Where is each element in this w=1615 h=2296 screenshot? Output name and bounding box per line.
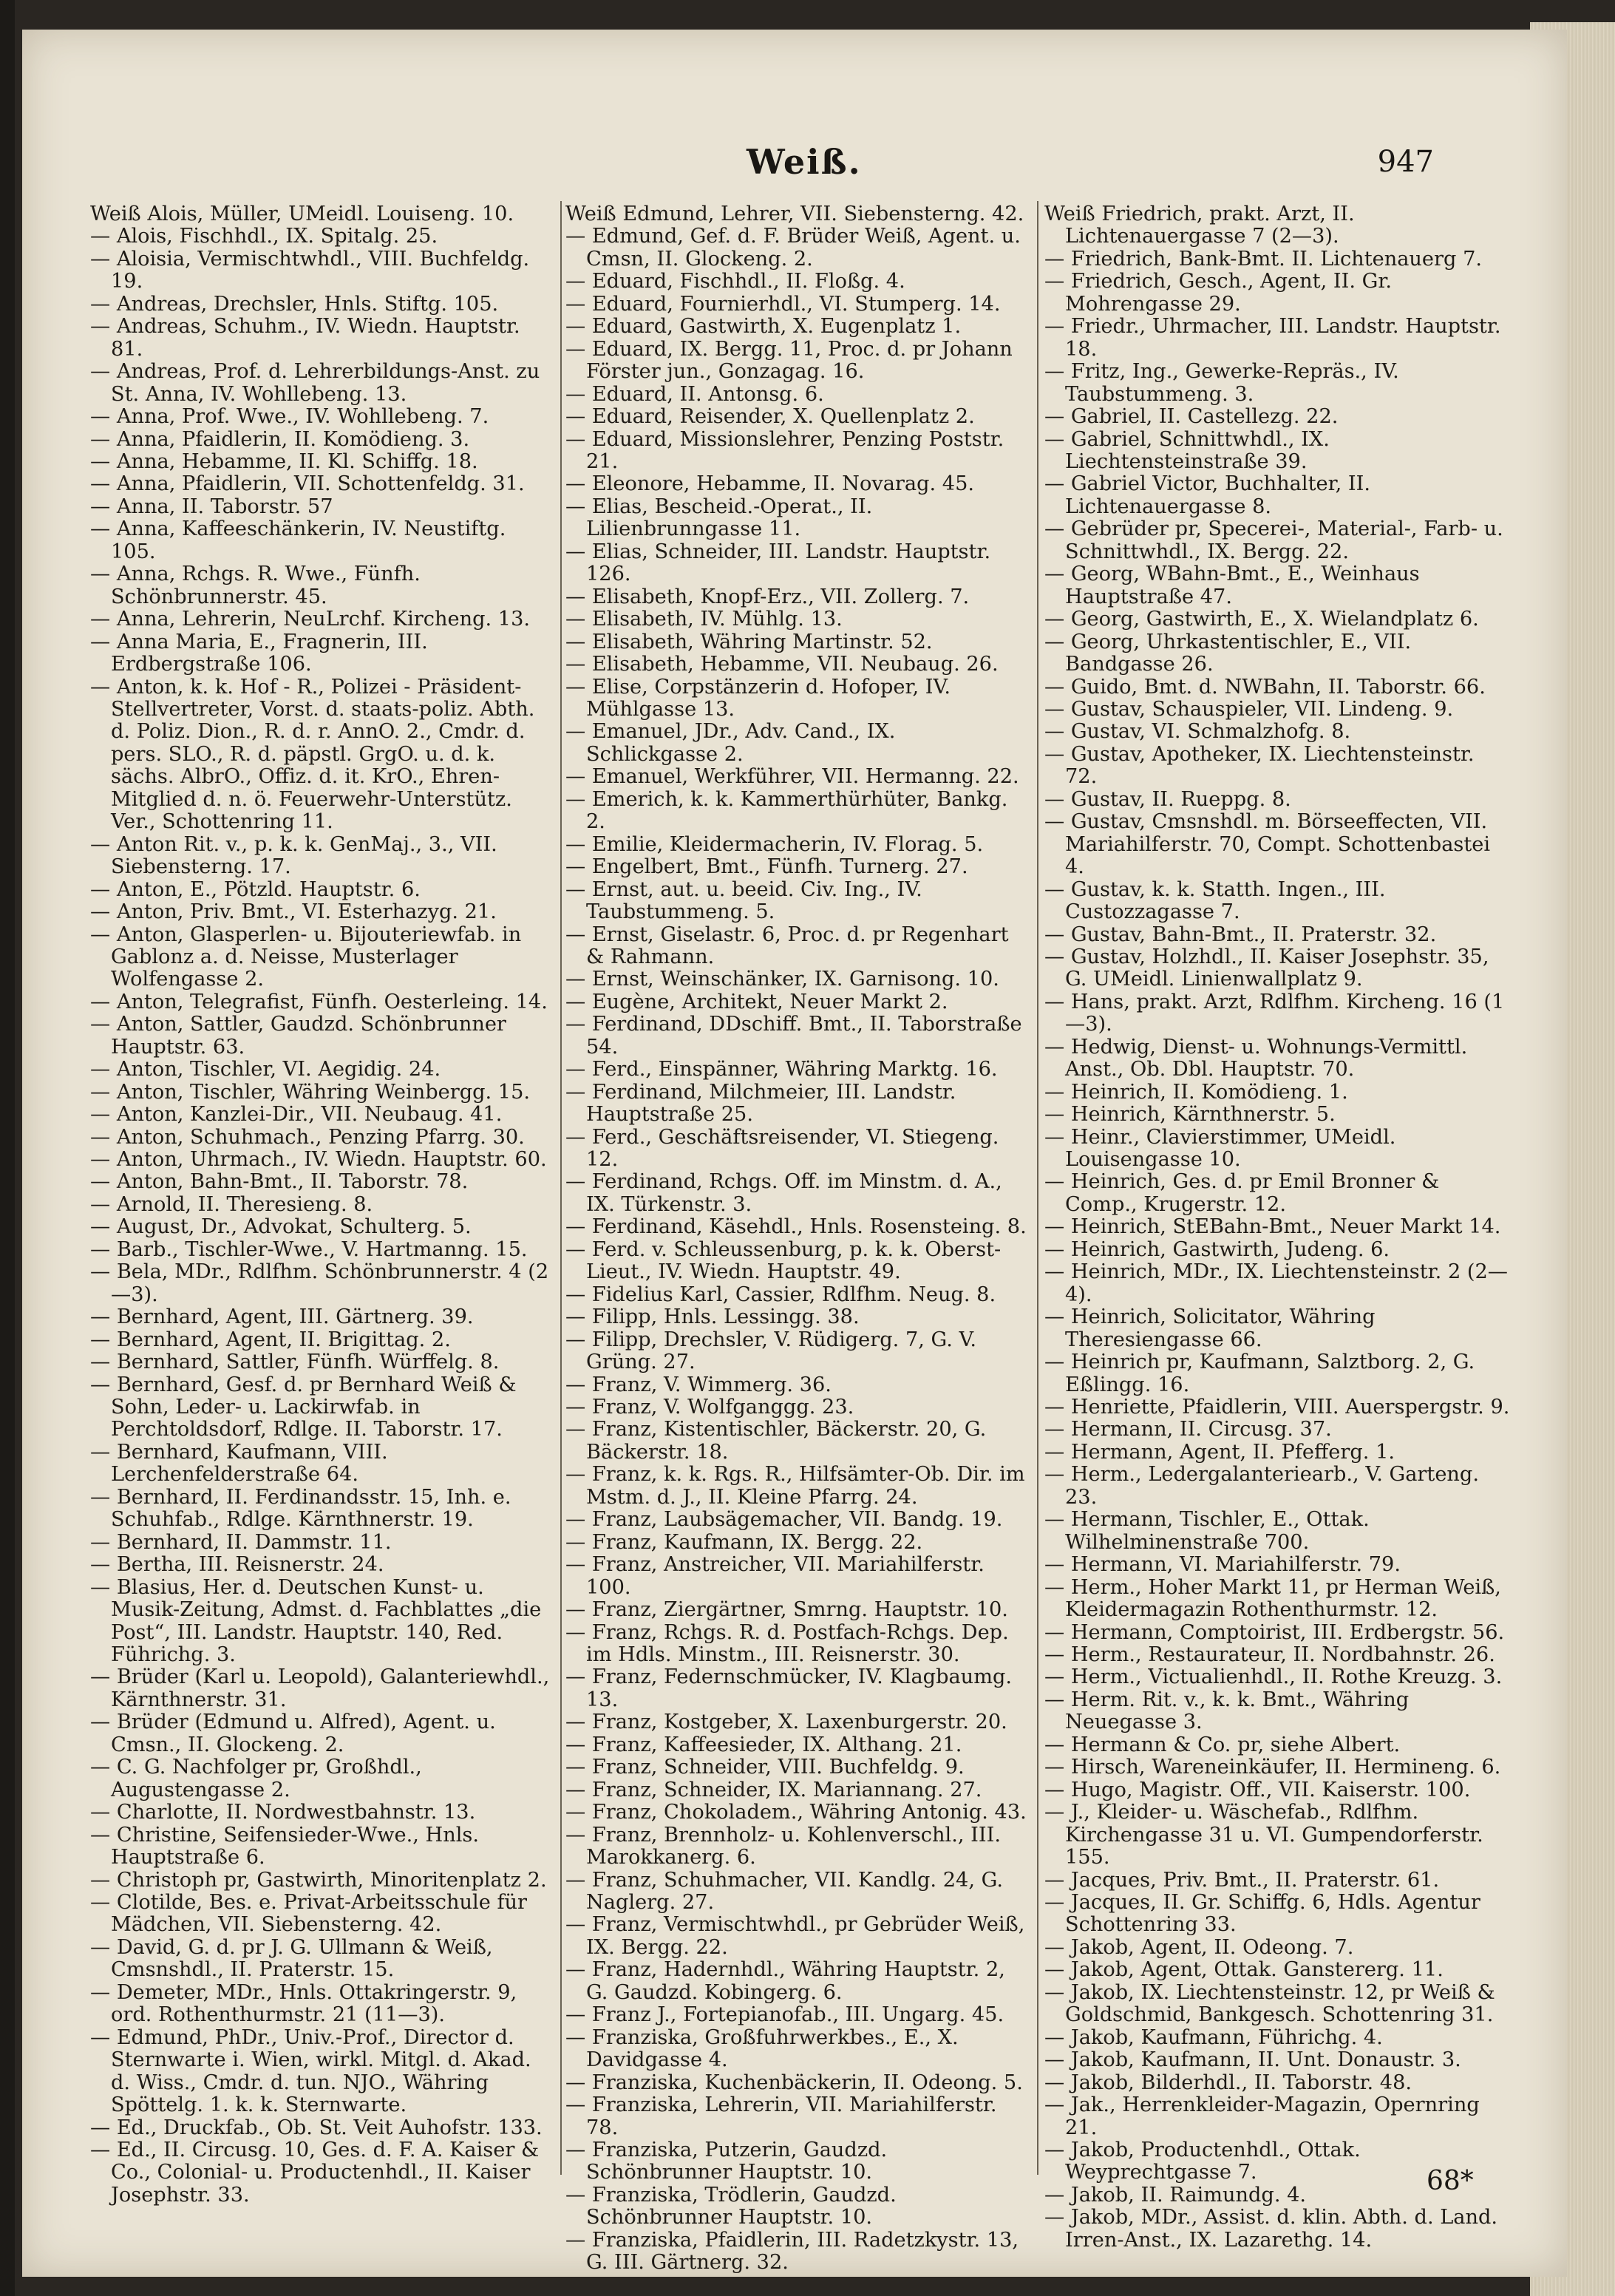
directory-entry: — Eugène, Architekt, Neuer Markt 2. [565, 990, 948, 1013]
directory-entry: — Franz, Kostgeber, X. Laxenburgerstr. 20. [565, 1711, 1007, 1734]
directory-entry: — Friedr., Uhrmacher, III. Landstr. Hauptstr. 18. [1044, 315, 1501, 361]
directory-entry: — Herm. Rit. v., k. k. Bmt., Währing Neuegasse 3. [1044, 1688, 1410, 1734]
directory-entry: — Elias, Bescheid.-Operat., II. Lilienbrunngasse 11. [565, 495, 873, 541]
directory-entry: — Heinrich, StEBahn-Bmt., Neuer Markt 14. [1044, 1215, 1501, 1239]
directory-entry: — Jakob, Productenhdl., Ottak. Weyprechtgasse 7. [1044, 2138, 1361, 2184]
directory-entry: — Gebrüder pr, Specerei-, Material-, Farb- u. Schnittwhdl., IX. Bergg. 22. [1044, 517, 1503, 563]
directory-entry: — Gabriel, II. Castellezg. 22. [1044, 405, 1339, 429]
directory-entry: — Hugo, Magistr. Off., VII. Kaiserstr. 100. [1044, 1778, 1471, 1801]
directory-entry: — J., Kleider- u. Wäschefab., Rdlfhm. Kirchengasse 31 u. VI. Gumpendorferstr. 155. [1044, 1801, 1483, 1869]
directory-entry: — Anna, Pfaidlerin, VII. Schottenfeldg. 31. [90, 472, 525, 496]
directory-entry: — Anton, Sattler, Gaudzd. Schönbrunner Hauptstr. 63. [90, 1013, 506, 1059]
directory-entry: — Heinrich, Gastwirth, Judeng. 6. [1044, 1237, 1390, 1261]
directory-entry: — Brüder (Karl u. Leopold), Galanteriewhdl., Kärnthnerstr. 31. [90, 1665, 550, 1711]
directory-entry: — Franz, Federnschmücker, IV. Klagbaumg. 13. [565, 1665, 1013, 1711]
directory-entry: — Jakob, MDr., Assist. d. klin. Abth. d. Land. Irren-Anst., IX. Lazarethg. 14. [1044, 2206, 1498, 2252]
directory-entry: — Herm., Restaurateur, II. Nordbahnstr. 26. [1044, 1643, 1495, 1666]
directory-entry: — Ferd., Geschäftsreisender, VI. Stiegeng. 12. [565, 1125, 999, 1172]
directory-entry: — Elisabeth, Währing Martinstr. 52. [565, 630, 933, 653]
directory-entry: — Jakob, IX. Liechtensteinstr. 12, pr Weiß & Goldschmid, Bankgesch. Schottenring 31. [1044, 1980, 1495, 2027]
directory-entry: — Jacques, II. Gr. Schiffg. 6, Hdls. Agentur Schottenring 33. [1044, 1890, 1480, 1937]
directory-entry: — Bernhard, Agent, II. Brigittag. 2. [90, 1328, 451, 1351]
directory-entry: — C. G. Nachfolger pr, Großhdl., Augustengasse 2. [90, 1756, 422, 1801]
directory-entry: — Jakob, Agent, II. Odeong. 7. [1044, 1935, 1354, 1959]
directory-entry: — Hermann, Tischler, E., Ottak. Wilhelminenstraße 700. [1044, 1508, 1370, 1554]
directory-entry: — Franziska, Lehrerin, VII. Mariahilferstr. 78. [565, 2093, 997, 2139]
directory-entry: — Anna, Prof. Wwe., IV. Wohllebeng. 7. [90, 405, 489, 429]
directory-entry: — Bernhard, II. Ferdinandsstr. 15, Inh. e. Schuhfab., Rdlge. Kärnthnerstr. 19. [90, 1485, 511, 1532]
directory-entry: — Anton, Priv. Bmt., VI. Esterhazyg. 21. [90, 900, 497, 924]
directory-entry: — Demeter, MDr., Hnls. Ottakringerstr. 9, ord. Rothenthurmstr. 21 (11—3). [90, 1980, 517, 2027]
directory-entry: — Arnold, II. Theresieng. 8. [90, 1192, 373, 1216]
directory-entry: — Anton, Tischler, Währing Weinbergg. 15. [90, 1080, 531, 1104]
directory-entry: — Hans, prakt. Arzt, Rdlfhm. Kircheng. 16 (1—3). [1044, 990, 1505, 1036]
directory-entry: — Edmund, Gef. d. F. Brüder Weiß, Agent. u. Cmsn, II. Glockeng. 2. [565, 225, 1021, 271]
directory-entry: — Filipp, Drechsler, V. Rüdigerg. 7, G. V. Grüng. 27. [565, 1328, 977, 1374]
directory-entry: — Anton, Bahn-Bmt., II. Taborstr. 78. [90, 1170, 469, 1194]
directory-entry: — Fidelius Karl, Cassier, Rdlfhm. Neug. 8. [565, 1283, 996, 1306]
directory-entry: — Franz J., Fortepianofab., III. Ungarg. 45. [565, 2003, 1004, 2027]
directory-entry: — August, Dr., Advokat, Schulterg. 5. [90, 1215, 472, 1239]
directory-entry: — Brüder (Edmund u. Alfred), Agent. u. Cmsn., II. Glockeng. 2. [90, 1711, 496, 1756]
directory-entry: — Anna, Pfaidlerin, II. Komödieng. 3. [90, 427, 470, 451]
directory-entry: — Jakob, Agent, Ottak. Ganstererg. 11. [1044, 1958, 1444, 1982]
directory-entry: — Jacques, Priv. Bmt., II. Praterstr. 61. [1044, 1868, 1440, 1892]
directory-entry: — Ernst, Giselastr. 6, Proc. d. pr Regenhart & Rahmann. [565, 923, 1009, 968]
directory-entry: — Anton, Glasperlen- u. Bijouteriewfab. in Gablonz a. d. Neisse, Musterlager Wolfengasse 2. [90, 923, 522, 991]
directory-entry: — Herm., Hoher Markt 11, pr Herman Weiß, Kleidermagazin Rothenthurmstr. 12. [1044, 1575, 1501, 1622]
directory-entry: — Elias, Schneider, III. Landstr. Hauptstr. 126. [565, 540, 991, 586]
directory-entry: — Emerich, k. k. Kammerthürhüter, Bankg. 2. [565, 787, 1008, 834]
directory-entry: — Christoph pr, Gastwirth, Minoritenplatz 2. [90, 1868, 547, 1892]
directory-entry: — Elisabeth, IV. Mühlg. 13. [565, 608, 843, 631]
directory-entry: — Anton Rit. v., p. k. k. GenMaj., 3., VII. Siebensterng. 17. [90, 832, 497, 879]
directory-entry: — Eduard, Gastwirth, X. Eugenplatz 1. [565, 315, 962, 339]
directory-entry: — Heinrich, II. Komödieng. 1. [1044, 1080, 1348, 1104]
directory-entry: — Ernst, Weinschänker, IX. Garnisong. 10. [565, 968, 999, 991]
directory-entry: — Gustav, k. k. Statth. Ingen., III. Custozzagasse 7. [1044, 877, 1386, 924]
directory-entry: — Franz, V. Wimmerg. 36. [565, 1373, 832, 1396]
directory-entry: — Franz, Schneider, VIII. Buchfeldg. 9. [565, 1756, 965, 1779]
directory-entry: — Franz, Vermischtwhdl., pr Gebrüder Weiß, IX. Bergg. 22. [565, 1913, 1025, 1959]
signature-mark: 68* [1427, 2166, 1474, 2196]
directory-entry: — Heinrich, Solicitator, Währing Theresiengasse 66. [1044, 1305, 1376, 1351]
directory-entry: — Bertha, III. Reisnerstr. 24. [90, 1553, 384, 1577]
directory-entry: — Franz, Ziergärtner, Smrng. Hauptstr. 10. [565, 1598, 1008, 1622]
directory-entry: — Anna, Hebamme, II. Kl. Schiffg. 18. [90, 449, 478, 473]
directory-entry: — Franz, Kistentischler, Bäckerstr. 20, G. Bäckerstr. 18. [565, 1418, 987, 1464]
directory-entry: — Bernhard, Sattler, Fünfh. Würffelg. 8. [90, 1351, 500, 1374]
directory-entry: — Gustav, VI. Schmalzhofg. 8. [1044, 720, 1351, 744]
directory-entry: — Friedrich, Gesch., Agent, II. Gr. Mohrengasse 29. [1044, 270, 1392, 316]
directory-entry: — Anton, Kanzlei-Dir., VII. Neubaug. 41. [90, 1103, 503, 1127]
directory-entry: — Hermann, VI. Mariahilferstr. 79. [1044, 1553, 1401, 1577]
directory-entry: Weiß Alois, Müller, UMeidl. Louiseng. 10. [90, 203, 514, 225]
directory-entry: — Franz, Brennholz- u. Kohlenverschl., III. Marokkanerg. 6. [565, 1823, 1001, 1869]
directory-entry: — Anton, k. k. Hof - R., Polizei - Präsident-Stellvertreter, Vorst. d. staats-poliz. Abth. d. Poliz. Dion., R. d. r. AnnO. 2., Cmdr. d. pers. SLO., R. d. päpstl. GrgO. u. d. k. sächs. AlbrO., Offiz. d. it. KrO., Ehren-Mitglied d. n. ö. Feuerwehr-Unterstütz. Ver., Schottenring 11. [90, 675, 535, 834]
directory-page [22, 30, 1567, 2277]
directory-entry: — Franz, Schneider, IX. Mariannang. 27. [565, 1778, 982, 1801]
directory-entry: — Jakob, Bilderhdl., II. Taborstr. 48. [1044, 2071, 1412, 2094]
directory-entry: — Clotilde, Bes. e. Privat-Arbeitsschule für Mädchen, VII. Siebensterng. 42. [90, 1890, 528, 1937]
directory-entry: — Herm., Ledergalanteriearb., V. Garteng. 23. [1044, 1463, 1479, 1509]
directory-entry: — Hedwig, Dienst- u. Wohnungs-Vermittl. Anst., Ob. Dbl. Hauptstr. 70. [1044, 1035, 1468, 1081]
directory-entry: — Georg, WBahn-Bmt., E., Weinhaus Hauptstraße 47. [1044, 563, 1420, 608]
directory-entry: — Anna, Kaffeeschänkerin, IV. Neustiftg. 105. [90, 517, 506, 563]
directory-entry: — Heinrich pr, Kaufmann, Salztborg. 2, G. Eßlingg. 16. [1044, 1351, 1475, 1396]
directory-entry: — Franz, Kaufmann, IX. Bergg. 22. [565, 1530, 923, 1554]
directory-entry: — Aloisia, Vermischtwhdl., VIII. Buchfeldg. 19. [90, 247, 530, 293]
directory-entry: — Franz, Kaffeesieder, IX. Althang. 21. [565, 1733, 962, 1756]
directory-entry: — Anton, E., Pötzld. Hauptstr. 6. [90, 877, 421, 901]
directory-entry: — Herm., Victualienhdl., II. Rothe Kreuzg. 3. [1044, 1665, 1503, 1689]
directory-entry: — Heinrich, MDr., IX. Liechtensteinstr. 2 (2—4). [1044, 1260, 1508, 1306]
directory-entry: — Franziska, Großfuhrwerkbes., E., X. Davidgasse 4. [565, 2025, 959, 2072]
directory-entry: — Ferd., Einspänner, Währing Marktg. 16. [565, 1058, 998, 1081]
directory-entry: — Franz, Chokoladem., Währing Antonig. 43. [565, 1801, 1027, 1824]
directory-entry: — Jak., Herrenkleider-Magazin, Opernring 21. [1044, 2093, 1480, 2139]
directory-entry: — Fritz, Ing., Gewerke-Repräs., IV. Taubstummeng. 3. [1044, 360, 1399, 406]
directory-entry: — Franz, V. Wolfganggg. 23. [565, 1396, 854, 1419]
directory-entry: — Franziska, Pfaidlerin, III. Radetzkystr. 13, G. III. Gärtnerg. 32. [565, 2228, 1019, 2275]
directory-entry: — Hermann, II. Circusg. 37. [1044, 1418, 1332, 1441]
directory-entry: — Bernhard, Gesf. d. pr Bernhard Weiß & Sohn, Leder- u. Lackirwfab. in Perchtoldsdorf, Rdlge. II. Taborstr. 17. [90, 1373, 517, 1441]
directory-entry: — Hermann & Co. pr, siehe Albert. [1044, 1733, 1401, 1756]
directory-entry: — Filipp, Hnls. Lessingg. 38. [565, 1305, 860, 1329]
directory-entry: — Gustav, Apotheker, IX. Liechtensteinstr. 72. [1044, 742, 1475, 789]
directory-entry: — Alois, Fischhdl., IX. Spitalg. 25. [90, 225, 438, 248]
directory-entry: — Eduard, Fournierhdl., VI. Stumperg. 14. [565, 292, 1001, 316]
directory-entry: — Gabriel Victor, Buchhalter, II. Lichtenauergasse 8. [1044, 472, 1371, 518]
directory-entry: — Andreas, Drechsler, Hnls. Stiftg. 105. [90, 292, 499, 316]
directory-entry: — Ferd. v. Schleussenburg, p. k. k. Oberst-Lieut., IV. Wiedn. Hauptstr. 49. [565, 1237, 1002, 1284]
directory-entry: Weiß Edmund, Lehrer, VII. Siebensterng. 42. [565, 203, 1024, 225]
directory-entry: — Eduard, II. Antonsg. 6. [565, 382, 824, 406]
directory-entry: — Emanuel, Werkführer, VII. Hermanng. 22. [565, 765, 1019, 789]
directory-entry: — Gustav, Holzhdl., II. Kaiser Josephstr. 35, G. UMeidl. Linienwallplatz 9. [1044, 945, 1489, 991]
directory-entry: — Gustav, Cmsnshdl. m. Börseeffecten, VII. Mariahilferstr. 70, Compt. Schottenbastei 4. [1044, 810, 1491, 879]
directory-entry: — Heinr., Clavierstimmer, UMeidl. Louisengasse 10. [1044, 1125, 1396, 1172]
directory-entry: — Ferdinand, Käsehdl., Hnls. Rosensteing. 8. [565, 1215, 1027, 1239]
directory-entry: — Jakob, Kaufmann, II. Unt. Donaustr. 3. [1044, 2048, 1461, 2072]
page-header [22, 133, 1567, 192]
directory-entry: — Andreas, Schuhm., IV. Wiedn. Hauptstr. 81. [90, 315, 520, 361]
directory-entry: — Barb., Tischler-Wwe., V. Hartmanng. 15. [90, 1237, 528, 1261]
directory-entry: — Ferdinand, Milchmeier, III. Landstr. Hauptstraße 25. [565, 1080, 956, 1127]
directory-entry: — Charlotte, II. Nordwestbahnstr. 13. [90, 1801, 476, 1824]
directory-entry: — Franz, Laubsägemacher, VII. Bandg. 19. [565, 1508, 1003, 1532]
directory-entry: — Eduard, Fischhdl., II. Floßg. 4. [565, 270, 905, 293]
directory-entry: — Franz, Schuhmacher, VII. Kandlg. 24, G. Naglerg. 27. [565, 1868, 1003, 1914]
directory-entry: — Franziska, Kuchenbäckerin, II. Odeong. 5. [565, 2071, 1023, 2094]
column-divider [1037, 201, 1038, 2175]
directory-entry: — Elise, Corpstänzerin d. Hofoper, IV. Mühlgasse 13. [565, 675, 951, 721]
directory-entry: — Andreas, Prof. d. Lehrerbildungs-Anst. zu St. Anna, IV. Wohllebeng. 13. [90, 360, 540, 406]
directory-entry: — Eduard, Missionslehrer, Penzing Poststr. 21. [565, 427, 1004, 473]
directory-entry: — Ferdinand, DDschiff. Bmt., II. Taborstraße 54. [565, 1013, 1022, 1059]
directory-entry: — Engelbert, Bmt., Fünfh. Turnerg. 27. [565, 855, 968, 879]
directory-entry: — Hermann, Comptoirist, III. Erdbergstr. 56. [1044, 1620, 1505, 1644]
directory-entry: — Franziska, Putzerin, Gaudzd. Schönbrunner Hauptstr. 10. [565, 2138, 888, 2184]
directory-entry: — Elisabeth, Hebamme, VII. Neubaug. 26. [565, 653, 999, 676]
directory-entry: — Bernhard, II. Dammstr. 11. [90, 1530, 392, 1554]
directory-entry: — Anton, Telegrafist, Fünfh. Oesterleing. 14. [90, 990, 548, 1013]
column-divider [560, 201, 562, 2175]
directory-entry: — Gabriel, Schnittwhdl., IX. Liechtensteinstraße 39. [1044, 427, 1330, 473]
directory-entry: — Gustav, II. Rueppg. 8. [1044, 787, 1291, 811]
directory-entry: — Blasius, Her. d. Deutschen Kunst- u. Musik-Zeitung, Admst. d. Fachblattes „die Post“, III. Landstr. Hauptstr. 140, Red. Führichg. 3. [90, 1575, 542, 1666]
directory-entry: — Franz, Anstreicher, VII. Mariahilferstr. 100. [565, 1553, 985, 1599]
directory-entry: — Emanuel, JDr., Adv. Cand., IX. Schlickgasse 2. [565, 720, 896, 766]
directory-entry: — Anna, II. Taborstr. 57 [90, 495, 333, 518]
directory-entry: — Jakob, Kaufmann, Führichg. 4. [1044, 2025, 1383, 2049]
directory-entry: — Emilie, Kleidermacherin, IV. Florag. 5. [565, 832, 984, 856]
directory-entry: — Anton, Uhrmach., IV. Wiedn. Hauptstr. 60. [90, 1148, 547, 1172]
directory-entry: — Edmund, PhDr., Univ.-Prof., Director d. Sternwarte i. Wien, wirkl. Mitgl. d. Akad. d. Wiss., Cmdr. d. tun. NJO., Währing Spöttelg. 1. k. k. Sternwarte. [90, 2025, 531, 2117]
directory-entry: — Anton, Schuhmach., Penzing Pfarrg. 30. [90, 1125, 525, 1149]
directory-entry: — Georg, Gastwirth, E., X. Wielandplatz 6. [1044, 608, 1479, 631]
directory-entry: — Heinrich, Ges. d. pr Emil Bronner & Comp., Krugerstr. 12. [1044, 1170, 1440, 1216]
directory-entry: — Eduard, Reisender, X. Quellenplatz 2. [565, 405, 975, 429]
directory-entry: — Anna, Rchgs. R. Wwe., Fünfh. Schönbrunnerstr. 45. [90, 563, 421, 608]
directory-entry: — Hermann, Agent, II. Pfefferg. 1. [1044, 1440, 1395, 1464]
directory-entry: — Christine, Seifensieder-Wwe., Hnls. Hauptstraße 6. [90, 1823, 480, 1869]
directory-entry: — Jakob, II. Raimundg. 4. [1044, 2183, 1307, 2207]
directory-entry: — Bela, MDr., Rdlfhm. Schönbrunnerstr. 4 (2—3). [90, 1260, 549, 1306]
directory-entry: — Franz, Hadernhdl., Währing Hauptstr. 2, G. Gaudzd. Kobingerg. 6. [565, 1958, 1005, 2004]
directory-entry: — Elisabeth, Knopf-Erz., VII. Zollerg. 7. [565, 585, 970, 608]
directory-entry: — Georg, Uhrkastentischler, E., VII. Bandgasse 26. [1044, 630, 1412, 676]
directory-entry: — Friedrich, Bank-Bmt. II. Lichtenauerg 7. [1044, 247, 1483, 271]
directory-entry: — Henriette, Pfaidlerin, VIII. Auerspergstr. 9. [1044, 1396, 1510, 1419]
column-1 [90, 203, 556, 2207]
directory-entry: — Franz, Rchgs. R. d. Postfach-Rchgs. Dep. im Hdls. Minstm., III. Reisnerstr. 30. [565, 1620, 1009, 1666]
directory-entry: — Bernhard, Agent, III. Gärtnerg. 39. [90, 1305, 474, 1329]
directory-entry: — David, G. d. pr J. G. Ullmann & Weiß, Cmsnshdl., II. Praterstr. 15. [90, 1935, 493, 1982]
page-number: 947 [1377, 145, 1434, 179]
directory-entry: — Eleonore, Hebamme, II. Novarag. 45. [565, 472, 975, 496]
directory-entry: — Guido, Bmt. d. NWBahn, II. Taborstr. 66. [1044, 675, 1486, 699]
directory-entry: — Gustav, Bahn-Bmt., II. Praterstr. 32. [1044, 923, 1437, 946]
directory-entry: — Anna Maria, E., Fragnerin, III. Erdbergstraße 106. [90, 630, 428, 676]
directory-entry: — Ernst, aut. u. beeid. Civ. Ing., IV. Taubstummeng. 5. [565, 877, 922, 924]
directory-entry: — Franz, k. k. Rgs. R., Hilfsämter-Ob. Dir. im Mstm. d. J., II. Kleine Pfarrg. 24. [565, 1463, 1025, 1509]
directory-entry: — Anna, Lehrerin, NeuLrchf. Kircheng. 13. [90, 608, 531, 631]
directory-entry: Weiß Friedrich, prakt. Arzt, II. Lichtenauergasse 7 (2—3). [1044, 203, 1355, 248]
directory-entry: — Ferdinand, Rchgs. Off. im Minstm. d. A., IX. Türkenstr. 3. [565, 1170, 1002, 1216]
previous-page-edge [0, 0, 15, 2296]
directory-entry: — Anton, Tischler, VI. Aegidig. 24. [90, 1058, 441, 1081]
directory-entry: — Bernhard, Kaufmann, VIII. Lerchenfelderstraße 64. [90, 1440, 388, 1487]
directory-entry: — Ed., II. Circusg. 10, Ges. d. F. A. Kaiser & Co., Colonial- u. Productenhdl., II. Kaiser Josephstr. 33. [90, 2138, 540, 2207]
page-title: Weiß. [747, 142, 862, 182]
directory-entry: — Heinrich, Kärnthnerstr. 5. [1044, 1103, 1336, 1127]
column-2 [565, 203, 1027, 2275]
directory-entry: — Franziska, Trödlerin, Gaudzd. Schönbrunner Hauptstr. 10. [565, 2183, 897, 2229]
column-3 [1044, 203, 1510, 2252]
directory-entry: — Hirsch, Wareneinkäufer, II. Hermineng. 6. [1044, 1756, 1501, 1779]
directory-entry: — Ed., Druckfab., Ob. St. Veit Auhofstr. 133. [90, 2116, 543, 2139]
directory-entry: — Eduard, IX. Bergg. 11, Proc. d. pr Johann Förster jun., Gonzagag. 16. [565, 337, 1013, 384]
directory-entry: — Gustav, Schauspieler, VII. Lindeng. 9. [1044, 697, 1454, 721]
